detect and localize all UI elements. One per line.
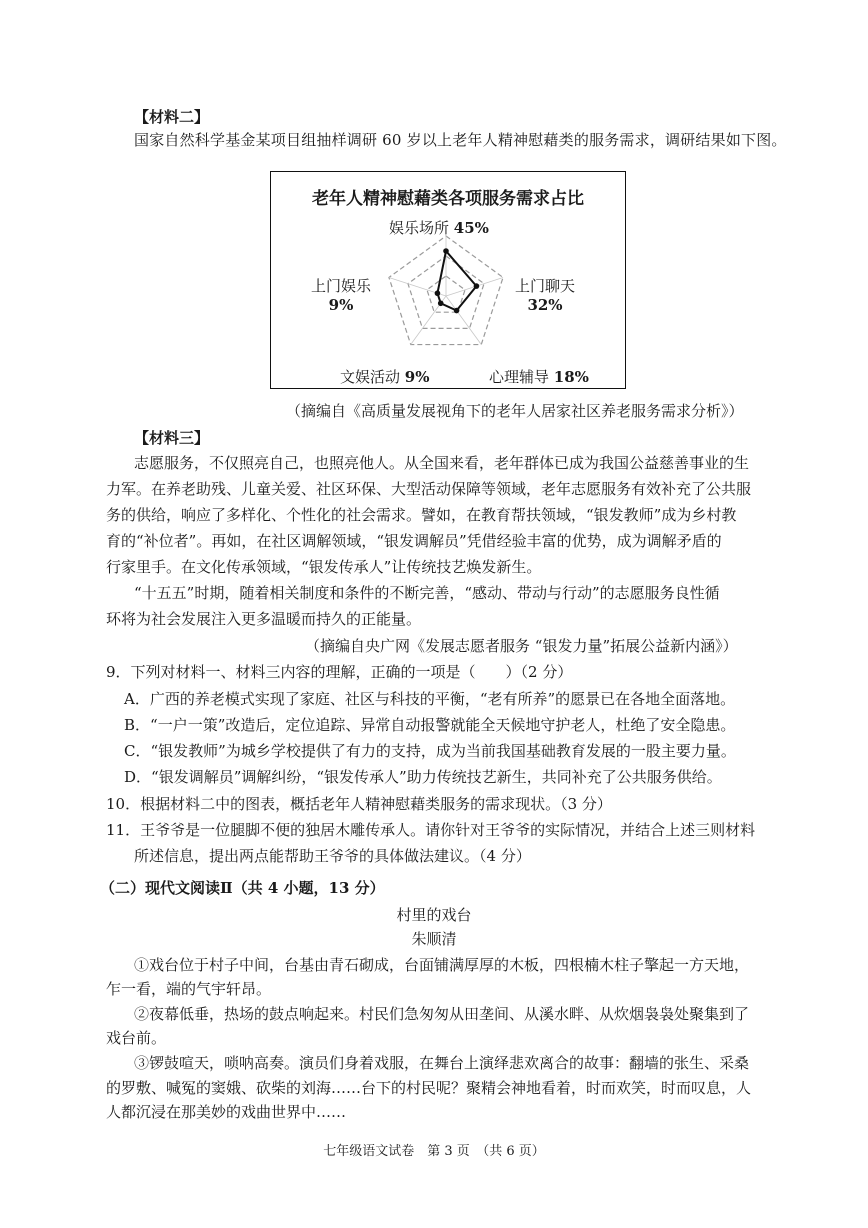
article-para-3-line-3: 人都沉浸在那美妙的戏曲世界中…… bbox=[106, 1103, 347, 1121]
material2-source: （摘编自《高质量发展视角下的老年人居家社区养老服务需求分析》） bbox=[286, 402, 744, 420]
question-11-line-2: 所述信息，提出两点能帮助王爷爷的具体做法建议。（4 分） bbox=[134, 847, 531, 865]
material3-line-4: 育的“补位者”。再如，在社区调解领域，“银发调解员”凭借经验丰富的优势，成为调解矛盾的 bbox=[106, 532, 722, 550]
material3-line-3: 务的供给，响应了多样化、个性化的社会需求。譬如，在教育帮扶领域，“银发教师”成为乡村教 bbox=[106, 506, 737, 524]
chart-label-cultural-activity: 文娱活动 9% bbox=[340, 368, 430, 386]
data-point-3 bbox=[454, 308, 460, 314]
material2-heading: 【材料二】 bbox=[134, 108, 210, 126]
question-9-option-b: B．“一户一策”改造后，定位追踪、异常自动报警就能全天候地守护老人，杜绝了安全隐患。 bbox=[124, 716, 736, 734]
question-9-option-c: C．“银发教师”为城乡学校提供了有力的支持，成为当前我国基础教育发展的一股主要力量。 bbox=[124, 742, 736, 760]
question-9-option-a: A．广西的养老模式实现了家庭、社区与科技的平衡，“老有所养”的愿景已在各地全面落地。 bbox=[124, 690, 736, 708]
question-11-line-1: 11．王爷爷是一位腿脚不便的独居木雕传承人。请你针对王爷爷的实际情况，并结合上述三则材料 bbox=[106, 821, 756, 839]
material3-line-5: 行家里手。在文化传承领域，“银发传承人”让传统技艺焕发新生。 bbox=[106, 558, 542, 576]
chart-title: 老年人精神慰藉类各项服务需求占比 bbox=[312, 189, 584, 209]
chart-label-home-entertainment: 上门娱乐 9% bbox=[311, 277, 372, 314]
material2-intro: 国家自然科学基金某项目组抽样调研 60 岁以上老年人精神慰藉类的服务需求，调研结果如下图。 bbox=[134, 131, 787, 149]
article-para-1-line-2: 乍一看，端的气宇轩昂。 bbox=[106, 980, 272, 998]
data-point-4 bbox=[438, 300, 444, 306]
section2-heading: （二）现代文阅读Ⅱ（共 4 小题，13 分） bbox=[100, 879, 385, 897]
data-polygon bbox=[437, 251, 476, 311]
data-point-2 bbox=[474, 283, 480, 289]
chart-label-entertainment-venue: 娱乐场所 45% bbox=[389, 219, 489, 237]
data-point-5 bbox=[435, 290, 441, 296]
article-author: 朱顺清 bbox=[411, 930, 457, 948]
article-para-2-line-1: ②夜幕低垂，热场的鼓点响起来。村民们急匆匆从田垄间、从溪水畔、从炊烟袅袅处聚集到了 bbox=[134, 1005, 750, 1023]
article-para-1-line-1: ①戏台位于村子中间，台基由青石砌成，台面铺满厚厚的木板，四根楠木柱子擎起一方天地， bbox=[134, 956, 750, 974]
article-para-2-line-2: 戏台前。 bbox=[106, 1029, 167, 1047]
data-point-1 bbox=[443, 248, 449, 254]
question-9-option-d: D．“银发调解员”调解纠纷，“银发传承人”助力传统技艺新生，共同补充了公共服务供给。 bbox=[124, 768, 722, 786]
question-9: 9．下列对材料一、材料三内容的理解，正确的一项是（ ）（2 分） bbox=[106, 663, 573, 681]
material3-line-7: 环将为社会发展注入更多温暖而持久的正能量。 bbox=[106, 610, 422, 628]
chart-label-counseling: 心理辅导 18% bbox=[489, 368, 589, 386]
article-para-3-line-2: 的罗敷、喊冤的窦娥、砍柴的刘海……台下的村民呢？聚精会神地看着，时而欢笑，时而叹息，人 bbox=[106, 1079, 752, 1097]
article-title: 村里的戏台 bbox=[396, 906, 472, 924]
material3-line-6: “十五五”时期，随着相关制度和条件的不断完善，“感动、带动与行动”的志愿服务良性循 bbox=[134, 584, 720, 602]
article-para-3-line-1: ③锣鼓喧天，唢呐高奏。演员们身着戏服，在舞台上演绎悲欢离合的故事：翻墙的张生、采桑 bbox=[134, 1054, 750, 1072]
material3-line-2: 力军。在养老助残、儿童关爱、社区环保、大型活动保障等领域，老年志愿服务有效补充了公共服 bbox=[106, 480, 752, 498]
radar-chart bbox=[270, 171, 626, 389]
material3-source: （摘编自央广网《发展志愿者服务 “银发力量”拓展公益新内涵》） bbox=[305, 637, 738, 655]
question-10: 10．根据材料二中的图表，概括老年人精神慰藉类服务的需求现状。（3 分） bbox=[106, 795, 612, 813]
chart-label-home-chat: 上门聊天 32% bbox=[515, 277, 576, 314]
material3-heading: 【材料三】 bbox=[134, 429, 210, 447]
page-footer: 七年级语文试卷 第 3 页 （共 6 页） bbox=[323, 1144, 545, 1159]
material3-line-1: 志愿服务，不仅照亮自己，也照亮他人。从全国来看，老年群体已成为我国公益慈善事业的生 bbox=[134, 454, 750, 472]
